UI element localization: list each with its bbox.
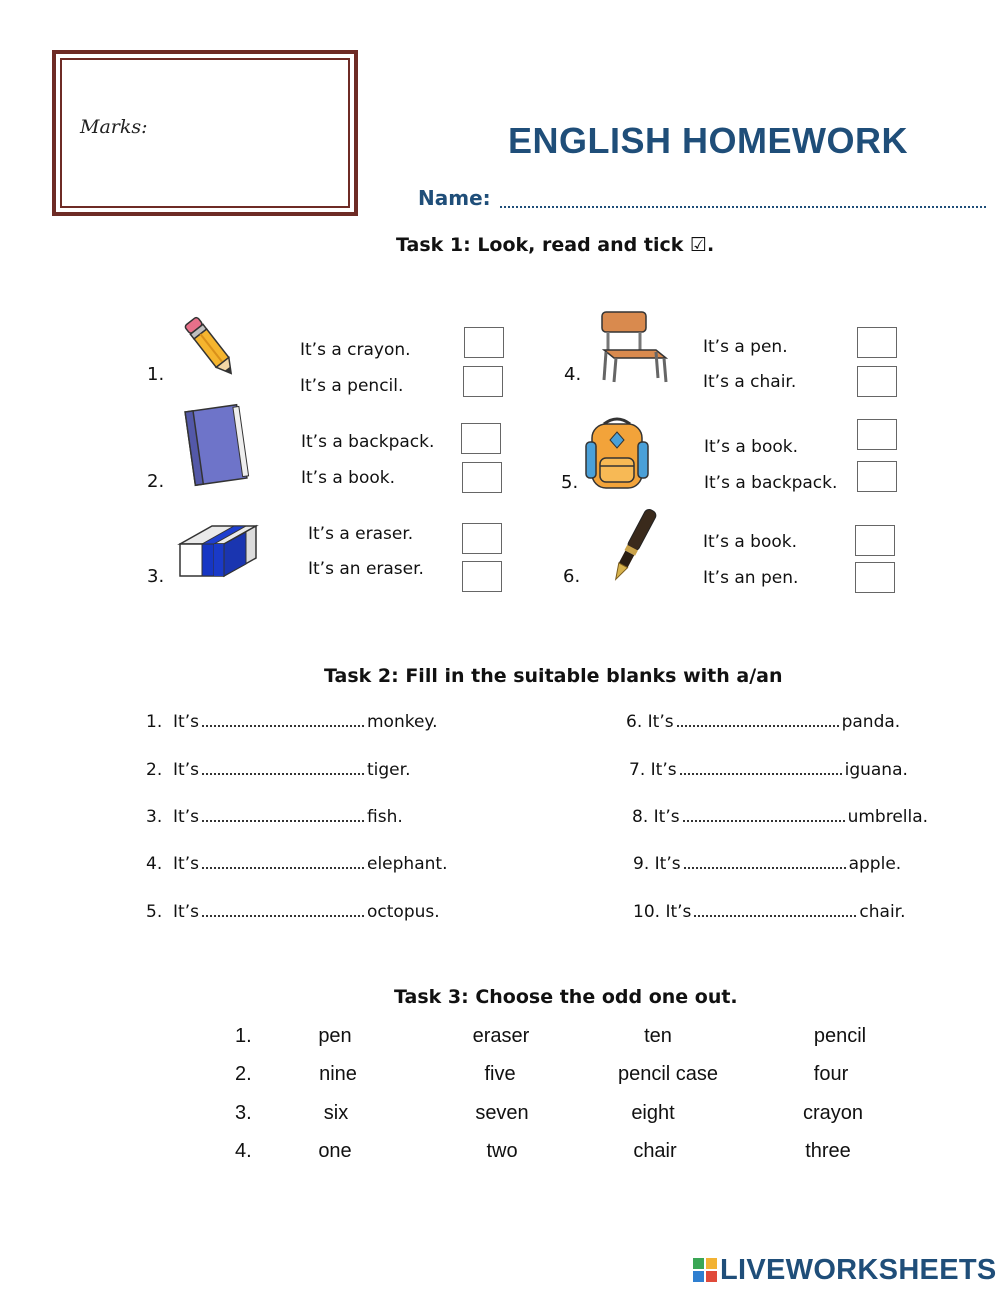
task1-option: It’s a crayon. bbox=[300, 340, 411, 360]
odd-word[interactable]: five bbox=[484, 1063, 516, 1085]
eraser-icon bbox=[172, 512, 262, 584]
name-label: Name: bbox=[418, 186, 491, 210]
task1-option: It’s a backpack. bbox=[704, 473, 838, 493]
task1-option: It’s a book. bbox=[301, 468, 396, 488]
tick-box[interactable] bbox=[462, 523, 502, 554]
odd-word[interactable]: six bbox=[323, 1102, 349, 1124]
task1-item-number: 5. bbox=[561, 472, 579, 493]
fill-item bbox=[146, 711, 437, 732]
task1-option: It’s an eraser. bbox=[308, 559, 424, 579]
tick-box[interactable] bbox=[857, 327, 897, 358]
fill-item-prefix: It’s bbox=[173, 807, 199, 827]
fill-item-prefix: It’s bbox=[173, 854, 199, 874]
fill-item-number: 1. bbox=[146, 712, 163, 732]
odd-word[interactable]: eraser bbox=[472, 1025, 530, 1047]
backpack-icon bbox=[582, 414, 652, 494]
task1-option: It’s a book. bbox=[704, 437, 799, 457]
fill-item-word: octopus. bbox=[367, 902, 440, 922]
fill-blank[interactable] bbox=[677, 711, 839, 727]
odd-row-number: 4. bbox=[235, 1140, 252, 1162]
fill-item-prefix: It’s bbox=[173, 712, 199, 732]
fill-item-word: panda. bbox=[841, 712, 901, 732]
odd-word[interactable]: pencil case bbox=[617, 1063, 719, 1085]
fill-item-number: 10. bbox=[633, 902, 661, 922]
tick-box[interactable] bbox=[462, 462, 502, 493]
fill-item-number: 4. bbox=[146, 854, 163, 874]
fill-item-number: 7. bbox=[629, 760, 646, 780]
name-field[interactable] bbox=[500, 186, 986, 208]
fill-item bbox=[629, 759, 908, 780]
tick-box[interactable] bbox=[855, 562, 895, 593]
liveworksheets-logo-icon bbox=[693, 1258, 717, 1282]
task1-item-number: 3. bbox=[147, 566, 165, 587]
fill-item-word: iguana. bbox=[844, 760, 908, 780]
tick-box[interactable] bbox=[463, 366, 503, 397]
task1-item-number: 1. bbox=[147, 364, 165, 385]
fill-item bbox=[146, 901, 440, 922]
fill-item-word: apple. bbox=[848, 854, 902, 874]
fill-item-word: elephant. bbox=[367, 854, 448, 874]
odd-word[interactable]: eight bbox=[631, 1102, 675, 1124]
odd-word[interactable]: crayon bbox=[802, 1102, 864, 1124]
task1-option: It’s a book. bbox=[703, 532, 798, 552]
task3-title: Task 3: Choose the odd one out. bbox=[394, 986, 738, 1008]
fountain-pen-icon bbox=[606, 504, 662, 586]
page-title: ENGLISH HOMEWORK bbox=[508, 120, 908, 161]
marks-label: Marks: bbox=[80, 116, 148, 138]
fill-item-prefix: It’s bbox=[653, 807, 680, 827]
fill-item bbox=[632, 806, 928, 827]
task1-item-number: 6. bbox=[563, 566, 581, 587]
tick-box[interactable] bbox=[855, 525, 895, 556]
fill-item bbox=[146, 853, 447, 874]
fill-item-number: 8. bbox=[632, 807, 649, 827]
fill-blank[interactable] bbox=[202, 711, 364, 727]
odd-word[interactable]: three bbox=[805, 1140, 851, 1162]
odd-word[interactable]: four bbox=[813, 1063, 849, 1085]
odd-word[interactable]: nine bbox=[319, 1063, 357, 1085]
fill-blank[interactable] bbox=[684, 853, 846, 869]
odd-word[interactable]: two bbox=[486, 1140, 518, 1162]
odd-word[interactable]: one bbox=[318, 1140, 352, 1162]
fill-blank[interactable] bbox=[680, 759, 842, 775]
task1-item-number: 2. bbox=[147, 471, 165, 492]
fill-blank[interactable] bbox=[683, 806, 845, 822]
task1-option: It’s a chair. bbox=[703, 372, 797, 392]
book-icon bbox=[176, 400, 256, 490]
fill-item-word: tiger. bbox=[367, 760, 411, 780]
fill-item-word: monkey. bbox=[367, 712, 438, 732]
fill-item-prefix: It’s bbox=[173, 760, 199, 780]
odd-word[interactable]: seven bbox=[475, 1102, 529, 1124]
tick-box[interactable] bbox=[461, 423, 501, 454]
task1-option: It’s a eraser. bbox=[308, 524, 414, 544]
task1-option: It’s a pencil. bbox=[300, 376, 404, 396]
task1-item-number: 4. bbox=[564, 364, 582, 385]
fill-item-word: chair. bbox=[859, 902, 906, 922]
odd-row-number: 1. bbox=[235, 1025, 252, 1047]
odd-word[interactable]: pen bbox=[318, 1025, 352, 1047]
odd-row-number: 2. bbox=[235, 1063, 252, 1085]
tick-box[interactable] bbox=[857, 366, 897, 397]
fill-blank[interactable] bbox=[202, 759, 364, 775]
fill-item-number: 3. bbox=[146, 807, 163, 827]
fill-item-prefix: It’s bbox=[650, 760, 677, 780]
task1-option: It’s a backpack. bbox=[301, 432, 435, 452]
tick-box[interactable] bbox=[857, 419, 897, 450]
fill-blank[interactable] bbox=[202, 853, 364, 869]
tick-box[interactable] bbox=[857, 461, 897, 492]
odd-word[interactable]: ten bbox=[644, 1025, 672, 1047]
fill-item-word: fish. bbox=[367, 807, 403, 827]
fill-item-prefix: It’s bbox=[173, 902, 199, 922]
fill-item bbox=[146, 806, 403, 827]
fill-item-number: 6. bbox=[626, 712, 643, 732]
fill-blank[interactable] bbox=[694, 901, 856, 917]
fill-item bbox=[633, 853, 901, 874]
task2-title: Task 2: Fill in the suitable blanks with a/an bbox=[324, 665, 783, 687]
fill-item bbox=[626, 711, 900, 732]
odd-row-number: 3. bbox=[235, 1102, 252, 1124]
tick-box[interactable] bbox=[464, 327, 504, 358]
task1-title: Task 1: Look, read and tick ☑. bbox=[396, 234, 715, 256]
fill-item-number: 9. bbox=[633, 854, 650, 874]
fill-item-prefix: It’s bbox=[654, 854, 681, 874]
fill-item-prefix: It’s bbox=[647, 712, 674, 732]
task1-option: It’s a pen. bbox=[703, 337, 788, 357]
fill-blank[interactable] bbox=[202, 806, 364, 822]
task1-option: It’s an pen. bbox=[703, 568, 799, 588]
odd-word[interactable]: pencil bbox=[813, 1025, 867, 1047]
chair-icon bbox=[594, 306, 674, 386]
fill-item-word: umbrella. bbox=[847, 807, 929, 827]
fill-item-prefix: It’s bbox=[665, 902, 692, 922]
fill-item bbox=[633, 901, 906, 922]
fill-blank[interactable] bbox=[202, 901, 364, 917]
fill-item-number: 5. bbox=[146, 902, 163, 922]
odd-word[interactable]: chair bbox=[633, 1140, 677, 1162]
fill-item-number: 2. bbox=[146, 760, 163, 780]
fill-item bbox=[146, 759, 410, 780]
tick-box[interactable] bbox=[462, 561, 502, 592]
liveworksheets-logo: LIVEWORKSHEETS bbox=[720, 1254, 997, 1286]
pencil-icon bbox=[180, 310, 242, 382]
